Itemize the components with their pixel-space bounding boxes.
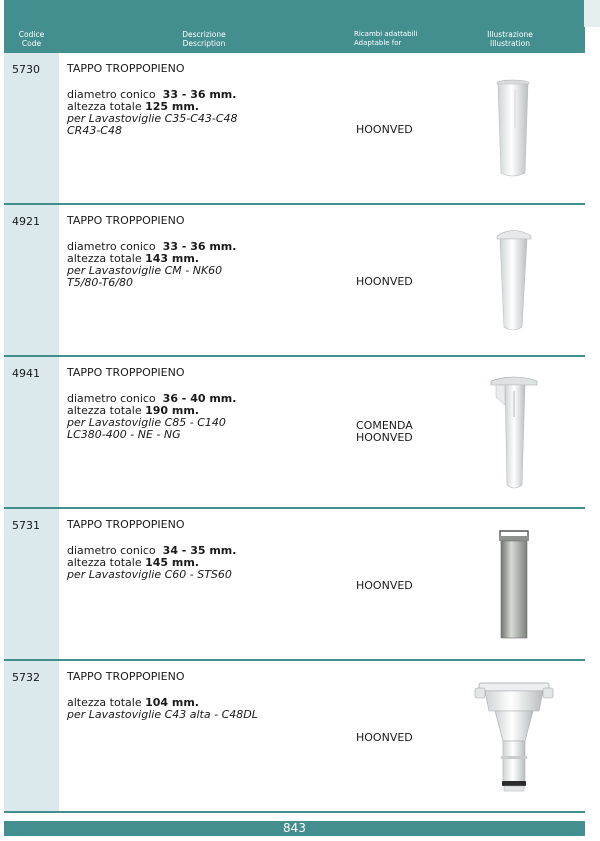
machines-line-2: LC380-400 - NE - NG [67,428,181,441]
machines-line: per Lavastoviglie C60 - STS60 [67,568,232,581]
product-title: TAPPO TROPPOPIENO [67,670,185,683]
diameter-line: diametro conico 34 - 35 mm. [67,544,237,557]
brand: HOONVED [356,731,413,744]
adaptable-brands [356,732,413,744]
product-row [4,53,585,205]
machines-line: per Lavastoviglie C35-C43-C48 [67,112,238,125]
header-illustration: Illustrazione Illustration [487,30,533,48]
overflow-plug-image [459,661,579,813]
product-row [4,357,585,509]
product-code: 4921 [12,215,40,228]
product-description [67,519,347,581]
brand: COMENDA [356,419,413,432]
product-title: TAPPO TROPPOPIENO [67,214,185,227]
adaptable-brands [356,276,413,288]
diameter-line: diametro conico 36 - 40 mm. [67,392,237,405]
product-row [4,509,585,661]
height-line: altezza totale 145 mm. [67,556,199,569]
machines-line: per Lavastoviglie CM - NK60 [67,264,223,277]
height-line: altezza totale 190 mm. [67,404,199,417]
table-header [4,27,585,53]
adaptable-brands [356,420,413,444]
top-banner [4,0,584,27]
machines-line: per Lavastoviglie C43 alta - C48DL [67,708,258,721]
product-code: 5731 [12,519,40,532]
product-title: TAPPO TROPPOPIENO [67,366,185,379]
overflow-plug-image [459,509,579,661]
machines-line: per Lavastoviglie C85 - C140 [67,416,226,429]
product-description [67,367,347,441]
adaptable-brands [356,580,413,592]
header-code: Codice Code [18,30,45,48]
top-banner-edge [584,0,600,27]
adaptable-brands [356,124,413,136]
product-description [67,215,347,289]
product-description [67,63,347,137]
page-number: 843 [283,821,306,835]
brand: HOONVED [356,579,413,592]
product-code: 4941 [12,367,40,380]
machines-line-2: T5/80-T6/80 [67,276,134,289]
product-description [67,671,347,721]
height-line: altezza totale 104 mm. [67,696,199,709]
overflow-plug-image [459,53,579,205]
product-title: TAPPO TROPPOPIENO [67,518,185,531]
row-separator [4,811,585,813]
product-title: TAPPO TROPPOPIENO [67,62,185,75]
diameter-line: diametro conico 33 - 36 mm. [67,240,237,253]
brand: HOONVED [356,275,413,288]
header-description: Descrizione Description [182,30,226,48]
diameter-line: diametro conico 33 - 36 mm. [67,88,237,101]
product-code: 5730 [12,63,40,76]
brand: HOONVED [356,431,413,444]
machines-line-2: CR43-C48 [67,124,122,137]
height-line: altezza totale 125 mm. [67,100,199,113]
page-footer [4,821,585,836]
product-row [4,661,585,813]
brand: HOONVED [356,123,413,136]
product-row [4,205,585,357]
product-code: 5732 [12,671,40,684]
overflow-plug-image [459,205,579,357]
header-adaptable: Ricambi adattabili Adaptable for [354,30,418,47]
height-line: altezza totale 143 mm. [67,252,199,265]
overflow-plug-image [459,357,579,509]
